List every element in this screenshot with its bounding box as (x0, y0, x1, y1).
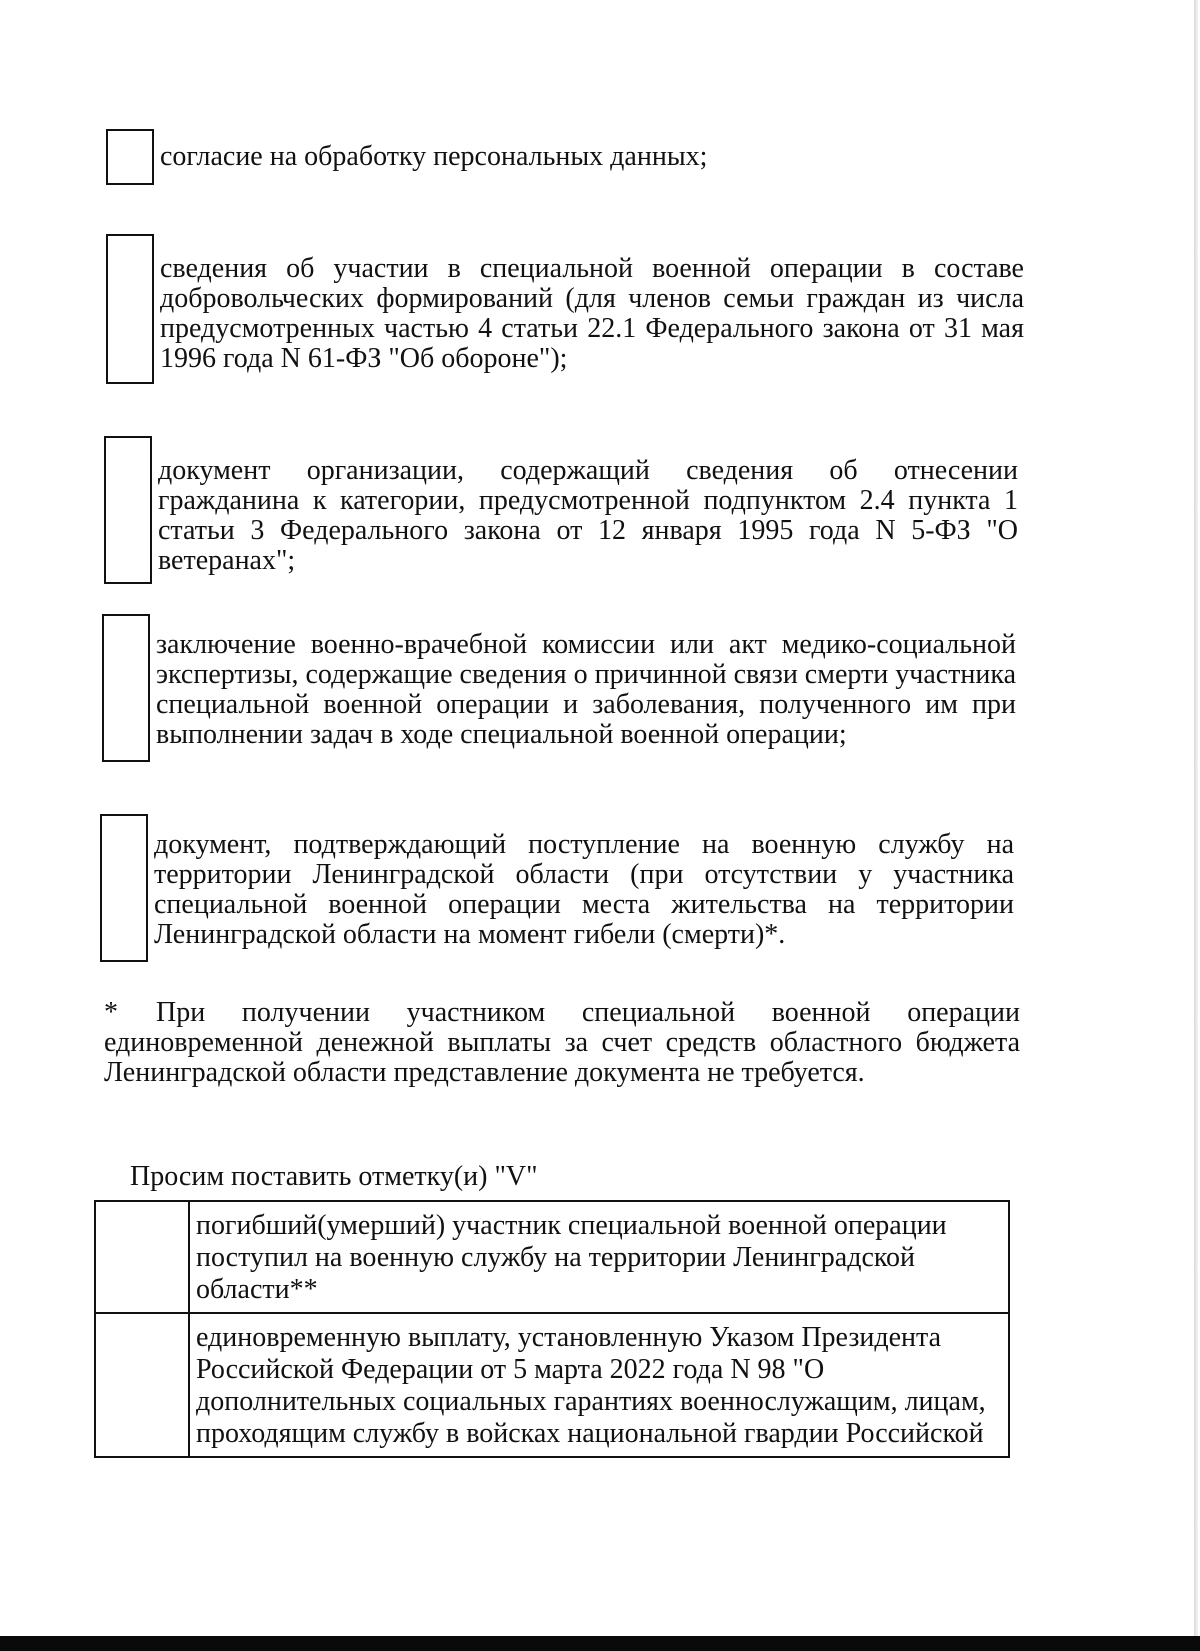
checklist-item-service-document (100, 814, 1014, 962)
footnote-text: При получении участником специальной военной операции единовременной денежной выплаты за счет средств областного бюджета Ленинградской области представление документа не требуется. (104, 997, 1020, 1088)
checkbox[interactable] (104, 436, 152, 584)
table-cell-text: погибший(умерший) участник специальной военной операции поступил на военную службу на территории Ленинградской области** (189, 1201, 1009, 1313)
selection-table (94, 1200, 1010, 1458)
checklist-item-text: согласие на обработку персональных данных; (160, 141, 708, 172)
checkbox[interactable] (106, 129, 154, 185)
table-row (95, 1201, 1009, 1313)
checklist-item-veteran-document (104, 436, 1018, 584)
table-cell-text: единовременную выплату, установленную Указом Президента Российской Федерации от 5 марта 2022 года N 98 "О дополнительных социальных гарантиях военнослужащим, лицам, проходящим службу в войсках национальной гвардии Российской (189, 1313, 1009, 1457)
scan-bottom-border (0, 1636, 1200, 1651)
request-instruction: Просим поставить отметку(и) "V" (130, 1161, 538, 1192)
checkbox[interactable] (100, 814, 148, 962)
mark-cell[interactable] (95, 1201, 189, 1313)
checkbox[interactable] (102, 614, 150, 762)
scan-edge-shadow (1194, 0, 1198, 1636)
footnote-mark: * (104, 997, 118, 1028)
checklist-item-text: документ, подтверждающий поступление на военную службу на территории Ленинградской области (при отсутствии у участника специальной военной операции места жительства на территории Ленинградской области на момент гибели (смерти)*. (154, 829, 1014, 950)
checklist-item-volunteer-info (106, 234, 1024, 384)
checklist-item-medical-conclusion (102, 614, 1016, 762)
checklist-item-consent (106, 129, 874, 185)
checklist-item-text: заключение военно-врачебной комиссии или акт медико-социальной экспертизы, содержащие сведения о причинной связи смерти участника специальной военной операции и заболевания, полученного им при выполнении задач в ходе специальной военной операции; (156, 629, 1016, 750)
footnote (104, 998, 1020, 1088)
mark-cell[interactable] (95, 1313, 189, 1457)
checklist-item-text: сведения об участии в специальной военной операции в составе добровольческих формирований (для членов семьи граждан из числа предусмотренных частью 4 статьи 22.1 Федерального закона от 31 мая 1996 года N 61-ФЗ "Об обороне"); (160, 253, 1024, 374)
checkbox[interactable] (106, 234, 154, 384)
table-row (95, 1313, 1009, 1457)
checklist-item-text: документ организации, содержащий сведения об отнесении гражданина к категории, предусмотренной подпунктом 2.4 пункта 1 статьи 3 Федерального закона от 12 января 1995 года N 5-ФЗ "О ветеранах"; (158, 455, 1018, 576)
